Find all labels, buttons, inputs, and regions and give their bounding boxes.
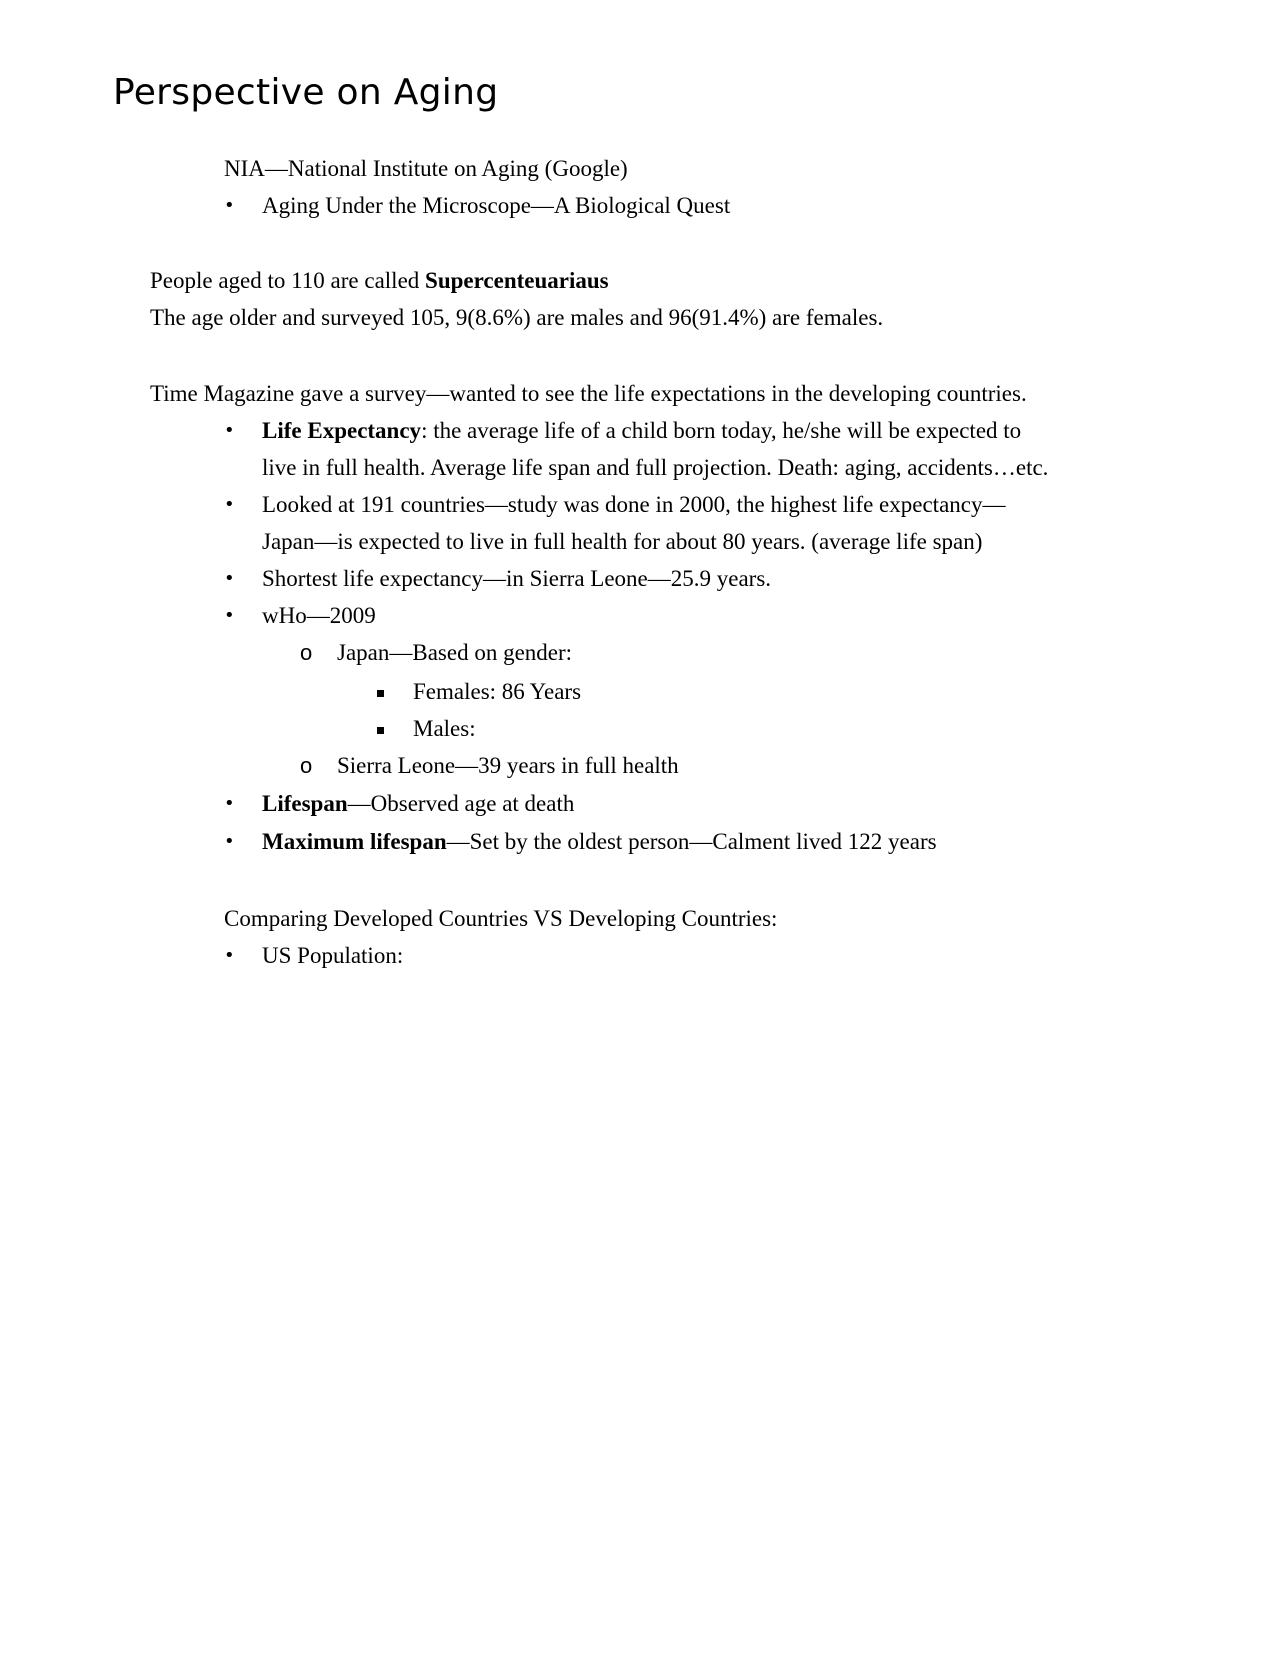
square-bullet-icon xyxy=(377,690,384,697)
sub-sub-list-item: Females: 86 Years xyxy=(413,679,582,704)
list-item: wHo—2009 xyxy=(262,603,376,628)
sub-sub-list-item: Males: xyxy=(413,716,476,741)
list-item xyxy=(262,416,1021,446)
list-item: US Population: xyxy=(262,943,404,968)
bullet-icon: • xyxy=(224,605,235,626)
list-item: Shortest life expectancy—in Sierra Leone—25.9 years. xyxy=(262,566,772,591)
bullet-icon: • xyxy=(224,420,235,441)
list-item-continuation: Japan—is expected to live in full health for about 80 years. (average life span) xyxy=(262,529,983,554)
bold-term: Supercenteuariaus xyxy=(425,268,609,293)
bullet-icon: • xyxy=(224,945,235,966)
list-item-continuation: live in full health. Average life span and full projection. Death: aging, accidents…etc. xyxy=(262,455,1049,480)
paragraph-supercentenarians xyxy=(150,266,609,296)
bullet-icon: • xyxy=(224,793,235,814)
list-item: Looked at 191 countries—study was done in 2000, the highest life expectancy— xyxy=(262,492,1006,517)
list-item-text: —Set by the oldest person—Calment lived 122 years xyxy=(446,829,937,854)
list-item xyxy=(262,827,937,857)
bullet-icon: • xyxy=(224,494,235,515)
bullet-icon: • xyxy=(224,568,235,589)
circle-bullet-icon: o xyxy=(300,640,313,665)
section-heading-comparing: Comparing Developed Countries VS Developing Countries: xyxy=(224,906,778,931)
bullet-icon: • xyxy=(224,195,235,216)
circle-bullet-icon: o xyxy=(300,753,313,778)
list-item-text: —Observed age at death xyxy=(347,791,575,816)
paragraph-text: People aged to 110 are called xyxy=(150,268,426,293)
sub-list-item: Sierra Leone—39 years in full health xyxy=(337,753,679,778)
paragraph-time-magazine: Time Magazine gave a survey—wanted to see the life expectations in the developing countries. xyxy=(150,381,1027,406)
list-item xyxy=(262,789,574,819)
paragraph-survey-stats: The age older and surveyed 105, 9(8.6%) are males and 96(91.4%) are females. xyxy=(150,305,884,330)
bold-term: Life Expectancy xyxy=(262,418,422,443)
bullet-icon: • xyxy=(224,831,235,852)
bold-term: Maximum lifespan xyxy=(262,829,447,854)
square-bullet-icon xyxy=(377,727,384,734)
list-item-text: : the average life of a child born today, he/she will be expected to xyxy=(421,418,1022,443)
document-title: Perspective on Aging xyxy=(113,72,499,113)
sub-list-item: Japan—Based on gender: xyxy=(337,640,573,665)
bold-term: Lifespan xyxy=(262,791,348,816)
list-item: Aging Under the Microscope—A Biological Quest xyxy=(262,193,731,218)
section-heading-nia: NIA—National Institute on Aging (Google) xyxy=(224,156,628,181)
